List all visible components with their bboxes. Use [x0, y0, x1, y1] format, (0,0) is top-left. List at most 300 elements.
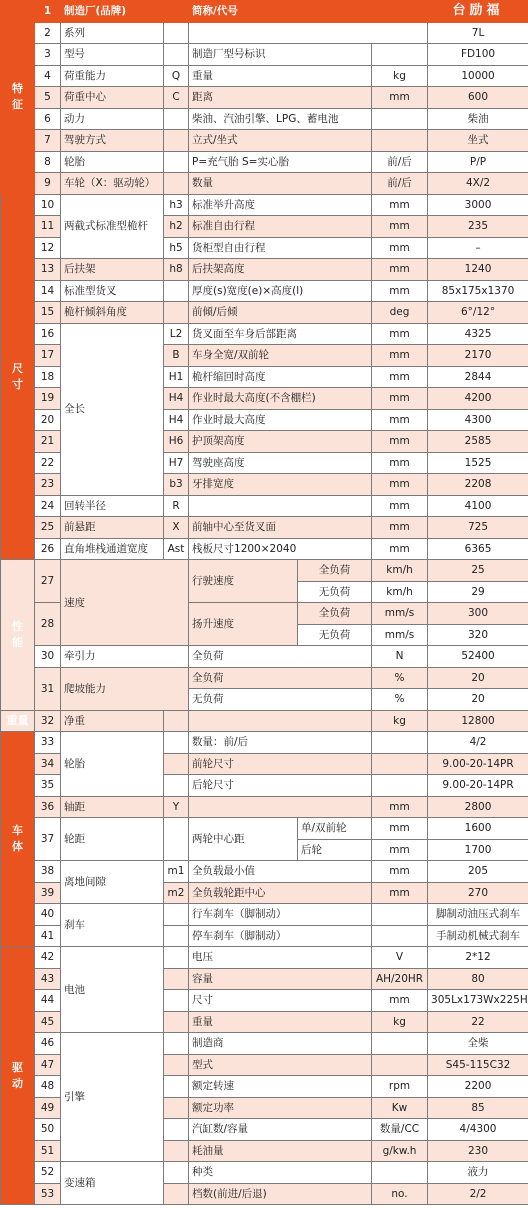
- section-label: 驱 动: [1, 947, 35, 1205]
- table-cell: 46: [35, 1033, 61, 1055]
- table-cell: Y: [164, 796, 189, 818]
- table-cell: 8: [35, 151, 61, 173]
- table-cell: 离地间隙: [61, 861, 164, 904]
- table-cell: 台励福: [428, 1, 528, 23]
- table-cell: 扬升速度: [189, 603, 298, 646]
- table-cell: [372, 44, 428, 66]
- table-cell: [164, 1054, 189, 1076]
- table-cell: 85x175x1370: [428, 280, 528, 302]
- table-cell: 11: [35, 216, 61, 238]
- table-cell: h5: [164, 237, 189, 259]
- table-row: [1, 22, 528, 44]
- table-cell: [189, 710, 372, 732]
- table-cell: 9: [35, 173, 61, 195]
- table-cell: 30: [35, 646, 61, 668]
- table-row: [1, 194, 528, 216]
- table-cell: [164, 108, 189, 130]
- table-cell: 14: [35, 280, 61, 302]
- table-cell: 货叉面至车身后部距离: [189, 323, 372, 345]
- table-cell: 后轮尺寸: [189, 775, 372, 797]
- table-cell: 2200: [428, 1076, 528, 1098]
- table-row: [1, 732, 528, 754]
- table-cell: H6: [164, 431, 189, 453]
- table-cell: 39: [35, 882, 61, 904]
- table-cell: 净重: [61, 710, 164, 732]
- table-cell: 牙排宽度: [189, 474, 372, 496]
- table-cell: 16: [35, 323, 61, 345]
- table-cell: 2: [35, 22, 61, 44]
- table-cell: mm: [372, 452, 428, 474]
- table-cell: 205: [428, 861, 528, 883]
- table-cell: 41: [35, 925, 61, 947]
- table-cell: 7L: [428, 22, 528, 44]
- section-label: 尺 寸: [1, 194, 35, 560]
- header-row: [1, 1, 528, 23]
- table-cell: 35: [35, 775, 61, 797]
- table-cell: [164, 775, 189, 797]
- table-cell: [164, 925, 189, 947]
- section-label: 重量: [1, 710, 35, 732]
- table-cell: mm: [372, 990, 428, 1012]
- table-cell: 重量: [189, 65, 372, 87]
- table-cell: m1: [164, 861, 189, 883]
- table-cell: 标准型货叉: [61, 280, 164, 302]
- table-cell: 前/后: [372, 151, 428, 173]
- table-cell: 液力: [428, 1162, 528, 1184]
- table-cell: 作业时最大高度(不含棚栏): [189, 388, 372, 410]
- table-cell: mm: [372, 538, 428, 560]
- table-cell: kg: [372, 1011, 428, 1033]
- table-cell: 种类: [189, 1162, 372, 1184]
- table-cell: H1: [164, 366, 189, 388]
- table-cell: 制造商: [189, 1033, 372, 1055]
- table-cell: 柴油、汽油引擎、LPG、蓄电池: [189, 108, 372, 130]
- table-cell: mm: [372, 796, 428, 818]
- table-cell: [164, 130, 189, 152]
- table-cell: 系列: [61, 22, 164, 44]
- table-cell: 9.00-20-14PR: [428, 775, 528, 797]
- table-cell: 51: [35, 1140, 61, 1162]
- table-cell: 4300: [428, 409, 528, 431]
- table-cell: %: [372, 689, 428, 711]
- table-cell: 无负荷: [189, 689, 372, 711]
- table-cell: mm: [372, 259, 428, 281]
- table-row: [1, 323, 528, 345]
- table-cell: h3: [164, 194, 189, 216]
- table-cell: 档数(前进/后退): [189, 1183, 372, 1205]
- table-row: [1, 904, 528, 926]
- table-cell: [372, 1033, 428, 1055]
- table-cell: 护顶架高度: [189, 431, 372, 453]
- table-row: [1, 667, 528, 689]
- table-cell: 电压: [189, 947, 372, 969]
- table-cell: 两轮中心距: [189, 818, 298, 861]
- table-cell: 前轴中心至货叉面: [189, 517, 372, 539]
- table-cell: 桅杆缩回时高度: [189, 366, 372, 388]
- table-row: [1, 517, 528, 539]
- table-cell: 17: [35, 345, 61, 367]
- table-cell: 29: [428, 581, 528, 603]
- table-cell: 37: [35, 818, 61, 861]
- table-cell: [372, 1054, 428, 1076]
- table-cell: 50: [35, 1119, 61, 1141]
- table-cell: 3000: [428, 194, 528, 216]
- table-cell: 柴油: [428, 108, 528, 130]
- table-cell: 数量：前/后: [189, 732, 372, 754]
- table-cell: km/h: [372, 560, 428, 582]
- table-cell: 制造厂(品牌): [61, 1, 189, 23]
- table-cell: 44: [35, 990, 61, 1012]
- table-cell: S45-115C32: [428, 1054, 528, 1076]
- table-cell: [164, 818, 189, 861]
- table-cell: 85: [428, 1097, 528, 1119]
- table-cell: [164, 753, 189, 775]
- table-cell: 荷重中心: [61, 87, 164, 109]
- table-cell: 数量: [189, 173, 372, 195]
- table-cell: 额定功率: [189, 1097, 372, 1119]
- table-row: [1, 87, 528, 109]
- table-cell: mm: [372, 87, 428, 109]
- table-cell: AH/20HR: [372, 968, 428, 990]
- table-cell: 驾驶座高度: [189, 452, 372, 474]
- table-cell: 荷重能力: [61, 65, 164, 87]
- table-cell: 25: [428, 560, 528, 582]
- table-cell: g/kw.h: [372, 1140, 428, 1162]
- table-cell: 49: [35, 1097, 61, 1119]
- table-cell: 制造厂型号标识: [189, 44, 372, 66]
- table-cell: [164, 990, 189, 1012]
- table-cell: 2844: [428, 366, 528, 388]
- table-cell: 简称/代号: [189, 1, 428, 23]
- table-cell: 270: [428, 882, 528, 904]
- table-cell: mm: [372, 345, 428, 367]
- table-cell: [164, 710, 189, 732]
- table-cell: 52400: [428, 646, 528, 668]
- table-cell: 1700: [428, 839, 528, 861]
- table-cell: 全长: [61, 323, 164, 495]
- table-cell: X: [164, 517, 189, 539]
- table-cell: V: [372, 947, 428, 969]
- table-cell: [164, 1162, 189, 1184]
- table-cell: [372, 925, 428, 947]
- table-cell: 7: [35, 130, 61, 152]
- table-cell: [372, 775, 428, 797]
- table-cell: mm: [372, 861, 428, 883]
- table-cell: P=充气胎 S=实心胎: [189, 151, 372, 173]
- table-cell: 80: [428, 968, 528, 990]
- table-cell: 4/2: [428, 732, 528, 754]
- table-cell: 2800: [428, 796, 528, 818]
- table-cell: [189, 796, 372, 818]
- table-cell: 型号: [61, 44, 164, 66]
- table-row: [1, 280, 528, 302]
- table-cell: 13: [35, 259, 61, 281]
- table-cell: 1600: [428, 818, 528, 840]
- table-cell: 4100: [428, 495, 528, 517]
- table-cell: 19: [35, 388, 61, 410]
- table-cell: 5: [35, 87, 61, 109]
- table-cell: 前轮尺寸: [189, 753, 372, 775]
- table-cell: 22: [428, 1011, 528, 1033]
- table-cell: 驾驶方式: [61, 130, 164, 152]
- table-cell: 全柴: [428, 1033, 528, 1055]
- table-cell: 无负荷: [298, 624, 372, 646]
- table-cell: 600: [428, 87, 528, 109]
- table-cell: mm: [372, 388, 428, 410]
- table-cell: 行驶速度: [189, 560, 298, 603]
- table-cell: deg: [372, 302, 428, 324]
- table-cell: 容量: [189, 968, 372, 990]
- table-cell: mm: [372, 409, 428, 431]
- table-cell: 型式: [189, 1054, 372, 1076]
- table-row: [1, 947, 528, 969]
- table-cell: 重量: [189, 1011, 372, 1033]
- table-cell: 230: [428, 1140, 528, 1162]
- table-cell: b3: [164, 474, 189, 496]
- table-row: [1, 130, 528, 152]
- table-cell: 全负荷: [298, 560, 372, 582]
- table-cell: 手制动机械式刹车: [428, 925, 528, 947]
- table-cell: mm: [372, 323, 428, 345]
- table-cell: 20: [428, 689, 528, 711]
- table-cell: rpm: [372, 1076, 428, 1098]
- table-cell: [164, 1011, 189, 1033]
- table-cell: m2: [164, 882, 189, 904]
- table-cell: 33: [35, 732, 61, 754]
- table-cell: 1525: [428, 452, 528, 474]
- table-cell: 3: [35, 44, 61, 66]
- table-cell: 40: [35, 904, 61, 926]
- table-cell: [164, 1097, 189, 1119]
- table-cell: 27: [35, 560, 61, 603]
- table-cell: 栈板尺寸1200×2040: [189, 538, 372, 560]
- table-cell: 18: [35, 366, 61, 388]
- table-cell: 全负荷: [189, 646, 372, 668]
- table-cell: 300: [428, 603, 528, 625]
- table-cell: mm/s: [372, 624, 428, 646]
- table-cell: Kw: [372, 1097, 428, 1119]
- table-cell: [372, 1162, 428, 1184]
- table-cell: 后扶架高度: [189, 259, 372, 281]
- table-cell: 2/2: [428, 1183, 528, 1205]
- table-row: [1, 710, 528, 732]
- table-cell: Ast: [164, 538, 189, 560]
- table-cell: 6: [35, 108, 61, 130]
- table-cell: 235: [428, 216, 528, 238]
- table-row: [1, 108, 528, 130]
- table-row: [1, 173, 528, 195]
- table-cell: kg: [372, 65, 428, 87]
- table-row: [1, 796, 528, 818]
- table-cell: 车轮（X：驱动轮）: [61, 173, 164, 195]
- table-cell: 轮胎: [61, 151, 164, 173]
- table-cell: 坐式: [428, 130, 528, 152]
- table-cell: no.: [372, 1183, 428, 1205]
- table-cell: 全负荷: [189, 667, 372, 689]
- table-cell: L2: [164, 323, 189, 345]
- table-cell: 42: [35, 947, 61, 969]
- table-cell: 后扶架: [61, 259, 164, 281]
- table-cell: 52: [35, 1162, 61, 1184]
- table-cell: 前倾/后倾: [189, 302, 372, 324]
- table-cell: 全负载轮距中心: [189, 882, 372, 904]
- table-cell: 汽缸数/容量: [189, 1119, 372, 1141]
- table-row: [1, 1162, 528, 1184]
- table-cell: FD100: [428, 44, 528, 66]
- table-cell: 725: [428, 517, 528, 539]
- table-cell: 作业时最大高度: [189, 409, 372, 431]
- table-cell: 变速箱: [61, 1162, 164, 1205]
- table-cell: 22: [35, 452, 61, 474]
- table-cell: 全负载最小值: [189, 861, 372, 883]
- table-cell: 立式/坐式: [189, 130, 372, 152]
- table-cell: mm: [372, 839, 428, 861]
- table-cell: 电池: [61, 947, 164, 1033]
- table-cell: 23: [35, 474, 61, 496]
- table-cell: 单/双前轮: [298, 818, 372, 840]
- table-cell: 20: [428, 667, 528, 689]
- table-cell: 数量/CC: [372, 1119, 428, 1141]
- table-cell: [164, 1119, 189, 1141]
- table-cell: [372, 753, 428, 775]
- table-cell: h8: [164, 259, 189, 281]
- table-cell: 厚度(s)宽度(e)×高度(l): [189, 280, 372, 302]
- table-cell: [372, 732, 428, 754]
- table-cell: [164, 1076, 189, 1098]
- table-cell: mm: [372, 216, 428, 238]
- table-cell: 2*12: [428, 947, 528, 969]
- table-cell: 前/后: [372, 173, 428, 195]
- table-cell: 38: [35, 861, 61, 883]
- table-cell: 20: [35, 409, 61, 431]
- table-cell: mm: [372, 431, 428, 453]
- table-row: [1, 44, 528, 66]
- table-cell: [164, 947, 189, 969]
- table-cell: 28: [35, 603, 61, 646]
- table-cell: %: [372, 667, 428, 689]
- table-cell: [372, 130, 428, 152]
- table-cell: 25: [35, 517, 61, 539]
- table-cell: 4X/2: [428, 173, 528, 195]
- table-cell: 前悬距: [61, 517, 164, 539]
- table-cell: 4/4300: [428, 1119, 528, 1141]
- table-cell: [164, 732, 189, 754]
- table-cell: kg: [372, 710, 428, 732]
- table-cell: H4: [164, 388, 189, 410]
- table-cell: mm: [372, 474, 428, 496]
- table-cell: 爬坡能力: [61, 667, 189, 710]
- section-label: 车 体: [1, 732, 35, 947]
- table-cell: 货柜型自由行程: [189, 237, 372, 259]
- table-cell: 行车刹车（脚制动）: [189, 904, 372, 926]
- table-cell: 15: [35, 302, 61, 324]
- table-row: [1, 1033, 528, 1055]
- table-cell: C: [164, 87, 189, 109]
- table-cell: 全负荷: [298, 603, 372, 625]
- table-cell: 无负荷: [298, 581, 372, 603]
- table-cell: 额定转速: [189, 1076, 372, 1098]
- table-row: [1, 151, 528, 173]
- table-cell: 21: [35, 431, 61, 453]
- table-cell: mm: [372, 818, 428, 840]
- table-cell: [189, 495, 372, 517]
- table-cell: 动力: [61, 108, 164, 130]
- table-cell: 9.00-20-14PR: [428, 753, 528, 775]
- table-cell: 1240: [428, 259, 528, 281]
- table-cell: 2208: [428, 474, 528, 496]
- table-row: [1, 302, 528, 324]
- table-cell: 脚制动油压式刹车: [428, 904, 528, 926]
- table-cell: mm/s: [372, 603, 428, 625]
- table-cell: mm: [372, 882, 428, 904]
- table-cell: 轮距: [61, 818, 164, 861]
- table-cell: 31: [35, 667, 61, 710]
- table-cell: [164, 302, 189, 324]
- table-cell: 12: [35, 237, 61, 259]
- table-cell: P/P: [428, 151, 528, 173]
- table-cell: [164, 1183, 189, 1205]
- table-cell: [372, 904, 428, 926]
- table-cell: [164, 44, 189, 66]
- table-cell: [164, 173, 189, 195]
- table-cell: mm: [372, 517, 428, 539]
- table-cell: mm: [372, 237, 428, 259]
- table-cell: 停车刹车（脚制动）: [189, 925, 372, 947]
- table-cell: 32: [35, 710, 61, 732]
- table-cell: km/h: [372, 581, 428, 603]
- table-cell: mm: [372, 280, 428, 302]
- table-cell: [164, 280, 189, 302]
- table-row: [1, 818, 528, 840]
- table-cell: 2585: [428, 431, 528, 453]
- table-cell: mm: [372, 366, 428, 388]
- table-cell: mm: [372, 194, 428, 216]
- table-cell: 直角堆栈通道宽度: [61, 538, 164, 560]
- table-cell: 4: [35, 65, 61, 87]
- table-cell: 36: [35, 796, 61, 818]
- table-row: [1, 560, 528, 582]
- table-cell: 10000: [428, 65, 528, 87]
- table-cell: 尺寸: [189, 990, 372, 1012]
- table-cell: 距离: [189, 87, 372, 109]
- table-cell: N: [372, 646, 428, 668]
- table-cell: Q: [164, 65, 189, 87]
- table-cell: 牵引力: [61, 646, 189, 668]
- table-row: [1, 538, 528, 560]
- table-cell: h2: [164, 216, 189, 238]
- table-cell: [164, 1140, 189, 1162]
- table-cell: 4325: [428, 323, 528, 345]
- table-cell: 24: [35, 495, 61, 517]
- table-cell: 53: [35, 1183, 61, 1205]
- table-cell: R: [164, 495, 189, 517]
- table-cell: [372, 108, 428, 130]
- table-cell: 桅杆倾斜角度: [61, 302, 164, 324]
- table-cell: 速度: [61, 560, 189, 646]
- table-row: [1, 495, 528, 517]
- table-cell: 4200: [428, 388, 528, 410]
- table-cell: 引擎: [61, 1033, 164, 1162]
- section-label: 特 征: [1, 1, 35, 195]
- table-cell: 34: [35, 753, 61, 775]
- table-cell: 两截式标准型桅杆: [61, 194, 164, 259]
- table-cell: [164, 22, 189, 44]
- table-cell: 轮胎: [61, 732, 164, 797]
- section-label: 性 能: [1, 560, 35, 711]
- table-cell: [164, 151, 189, 173]
- table-row: [1, 646, 528, 668]
- table-cell: 2170: [428, 345, 528, 367]
